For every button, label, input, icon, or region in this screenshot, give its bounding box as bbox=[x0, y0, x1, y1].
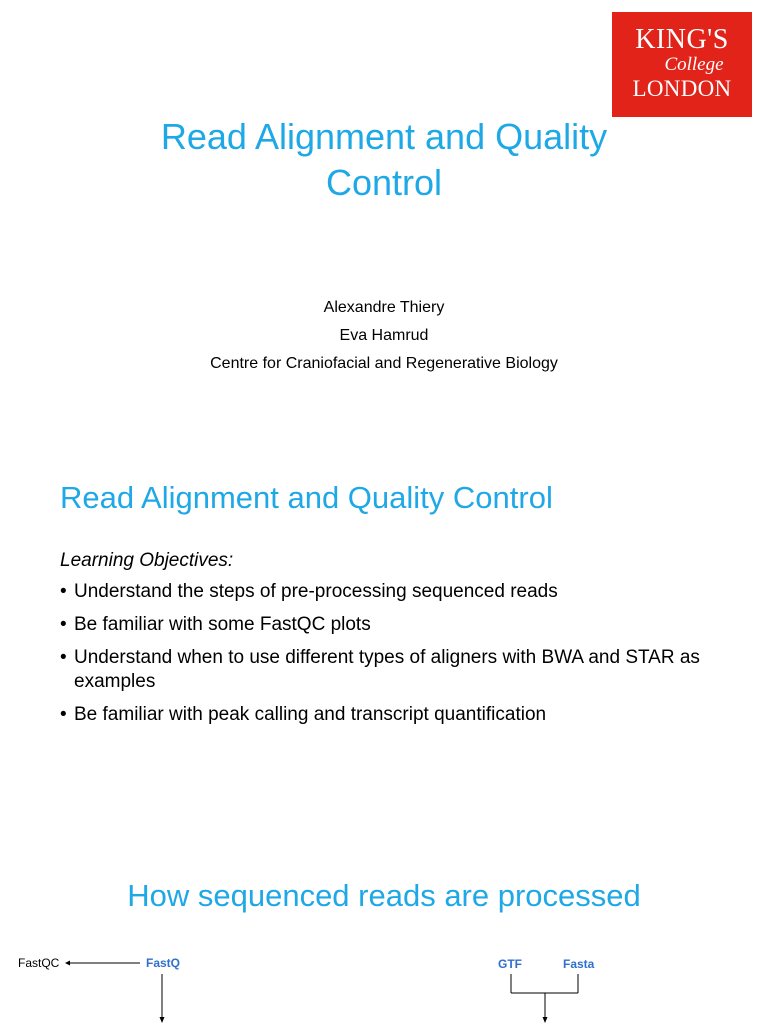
slide-objectives bbox=[0, 440, 768, 840]
logo-line-london: LONDON bbox=[632, 76, 732, 101]
node-fastqc: FastQC bbox=[18, 956, 60, 970]
slide-title bbox=[0, 0, 768, 440]
kings-college-london-logo bbox=[612, 12, 752, 117]
objectives-list bbox=[60, 580, 710, 736]
objectives-heading: Learning Objectives: bbox=[60, 550, 234, 571]
list-item: • Understand when to use different types of aligners with BWA and STAR as examples bbox=[60, 647, 700, 692]
slide-title: Read Alignment and Quality Control bbox=[60, 480, 553, 515]
logo-line-college: College bbox=[664, 54, 724, 75]
author-affiliation: Centre for Craniofacial and Regenerative Biology bbox=[210, 355, 558, 372]
presentation-title: Read Alignment and Quality Control bbox=[160, 116, 608, 203]
author-block bbox=[0, 294, 768, 378]
slide-title: How sequenced reads are processed bbox=[127, 878, 641, 913]
slide-processing bbox=[0, 840, 768, 1024]
author-name-2: Eva Hamrud bbox=[339, 327, 429, 344]
bullet-icon: • bbox=[60, 704, 67, 725]
node-fastq: FastQ bbox=[146, 956, 181, 970]
flow-diagram-connectors bbox=[0, 840, 768, 1024]
list-item: • Be familiar with some FastQC plots bbox=[60, 614, 371, 635]
logo-line-kings: KING'S bbox=[635, 24, 729, 55]
node-gtf: GTF bbox=[498, 957, 522, 971]
list-item: • Understand the steps of pre-processing sequenced reads bbox=[60, 581, 558, 602]
node-fasta: Fasta bbox=[563, 957, 595, 971]
arrowhead-down-icon bbox=[543, 1017, 548, 1023]
bullet-icon: • bbox=[60, 647, 67, 668]
author-name-1: Alexandre Thiery bbox=[323, 299, 445, 316]
arrowhead-down-icon bbox=[160, 1017, 165, 1023]
list-item: • Be familiar with peak calling and transcript quantification bbox=[60, 704, 547, 725]
bullet-icon: • bbox=[60, 581, 67, 602]
arrowhead-left-icon bbox=[65, 961, 70, 966]
bullet-icon: • bbox=[60, 614, 67, 635]
